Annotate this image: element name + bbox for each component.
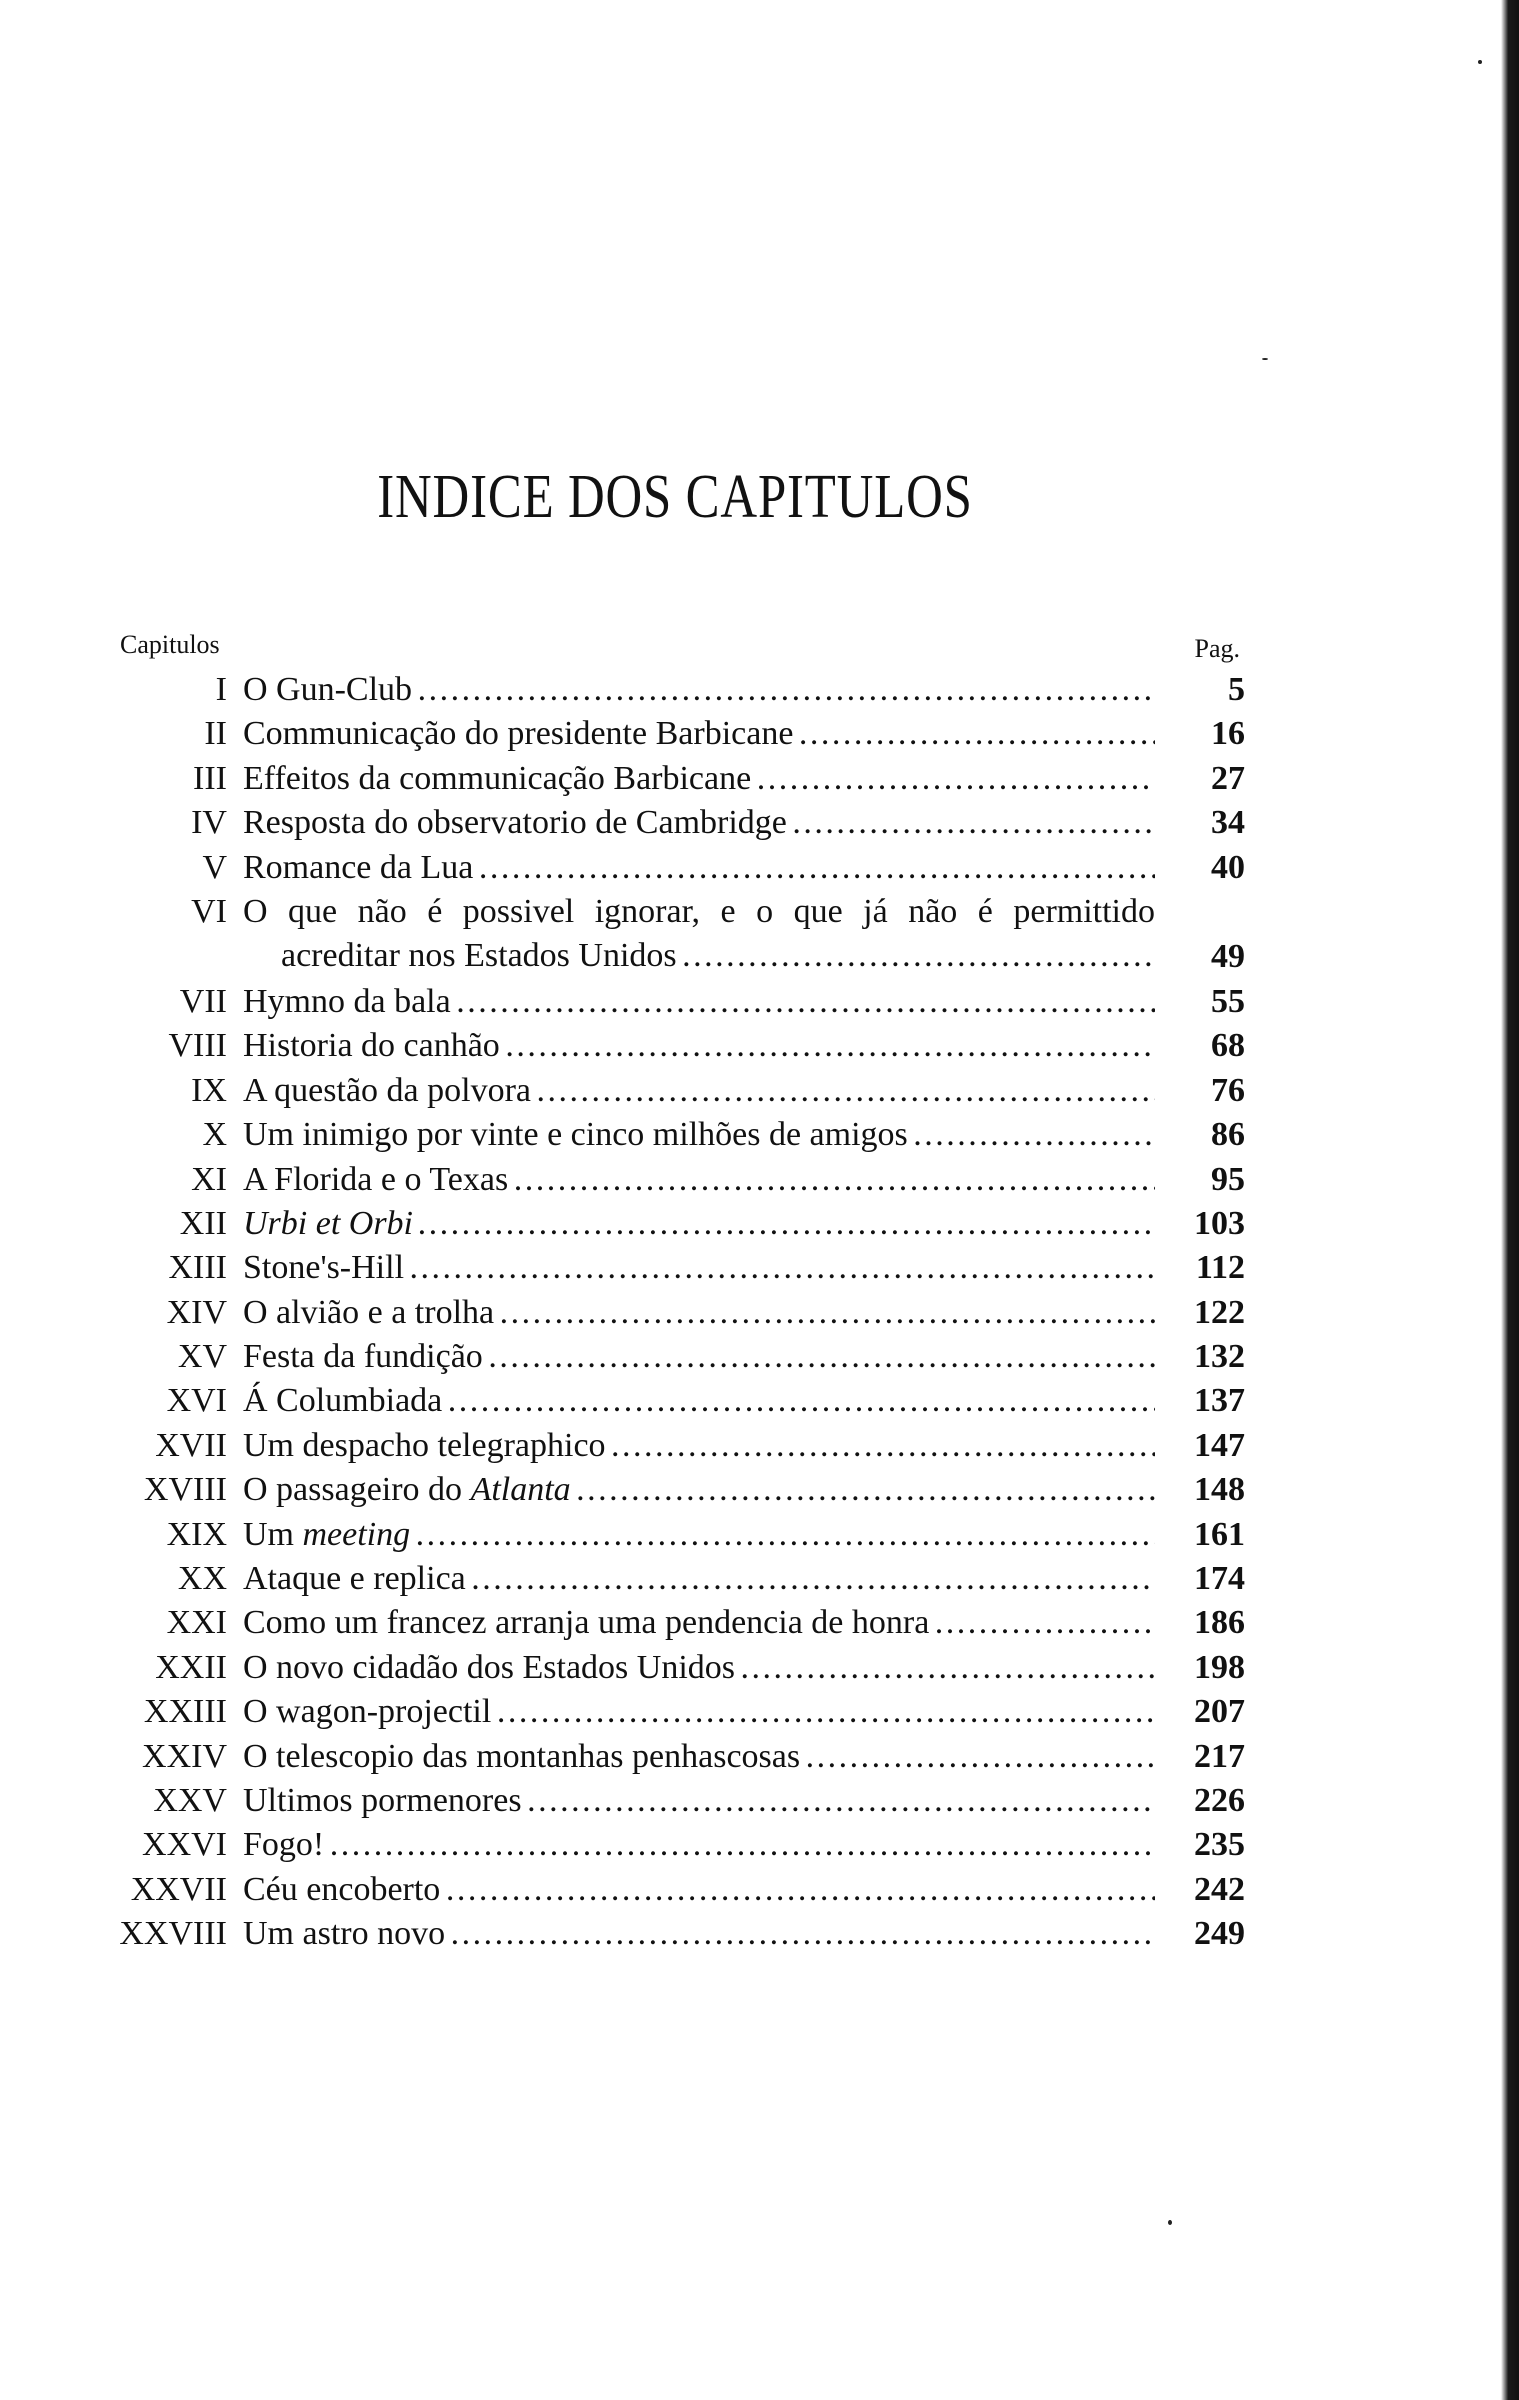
chapter-number: XXII [155,1648,227,1686]
page-number: 95 [1211,1160,1245,1198]
page-number: 5 [1228,671,1245,708]
page-number: 27 [1211,759,1245,797]
chapter-title: A Florida e o Texas . . . [243,1158,1155,1202]
toc-row [85,1868,1245,1912]
toc-row [85,1601,1245,1645]
chapter-title: Festa da fundição . . . [243,1335,1155,1379]
chapter-number: XXVIII [119,1915,227,1953]
toc-row [85,1158,1245,1202]
toc-row [85,1069,1245,1113]
chapter-title: Um astro novo . . . [243,1912,1155,1956]
page-number: 161 [1194,1515,1245,1553]
chapter-title: Um inimigo por vinte e cinco milhões de amigos . . . [243,1113,1155,1157]
toc-row [85,846,1245,890]
page-number: 198 [1194,1648,1245,1686]
page-title: INDICE DOS CAPITULOS [377,463,973,531]
chapter-title: Um despacho telegraphico . . . [243,1424,1155,1468]
chapter-number: X [202,1116,227,1154]
chapter-number: XI [191,1160,227,1198]
chapter-number: VI [191,892,227,930]
page-number: 217 [1194,1737,1245,1775]
chapter-title-text: O passageiro do [243,1471,471,1509]
chapter-title: O Gun-Club . . . [243,668,1155,712]
chapter-number: III [193,759,227,797]
page-number: 174 [1194,1560,1245,1598]
chapter-title [243,1513,1155,1557]
chapter-number: XXI [166,1604,227,1642]
chapter-title: Como um francez arranja uma pendencia de honra . . . [243,1601,1155,1645]
page-number: 148 [1194,1471,1245,1509]
page-number: 40 [1211,848,1245,886]
chapter-number: XXIV [142,1737,227,1775]
chapter-number: XXVI [142,1826,227,1864]
page-number: 132 [1194,1338,1245,1376]
print-speck [1262,358,1268,360]
chapter-title [243,1468,1155,1512]
toc-row [85,1113,1245,1157]
chapter-title: Hymno da bala . . . [243,980,1155,1024]
chapter-number: VIII [168,1027,227,1065]
toc-row [85,668,1245,712]
page-number: 242 [1194,1870,1245,1908]
chapter-title: Fogo! . . . [243,1823,1155,1867]
chapter-title: Ultimos pormenores . . . [243,1779,1155,1823]
page-number: 55 [1211,982,1245,1020]
chapter-title-italic: Atlanta [470,1471,571,1509]
page-number: 112 [1195,1249,1245,1287]
chapter-title: Stone's-Hill . . . [243,1246,1155,1290]
toc-row [85,1735,1245,1779]
page-number: 249 [1194,1915,1245,1953]
page-edge-shadow [1501,0,1519,2400]
toc-row [85,801,1245,845]
page-number: 235 [1194,1826,1245,1864]
chapter-title: Romance da Lua . . . [243,846,1155,890]
toc-row [85,712,1245,756]
chapter-title: Effeitos da communicação Barbicane . . . [243,757,1155,801]
chapter-number: XIX [166,1515,227,1553]
toc-row [85,757,1245,801]
page-number: 122 [1194,1293,1245,1331]
chapter-title: O wagon-projectil . . . [243,1690,1155,1734]
toc-row [85,1912,1245,1956]
chapter-number: XXVII [130,1870,227,1908]
column-headers [120,630,1240,664]
column-header-chapters: Capitulos [120,630,220,659]
chapter-title: O novo cidadão dos Estados Unidos . . . [243,1646,1155,1690]
toc-row [85,890,1245,980]
chapter-number: XV [177,1338,227,1376]
page-number: 103 [1194,1204,1245,1242]
print-speck [1478,60,1482,64]
page-number: 137 [1194,1382,1245,1420]
chapter-number: XX [177,1560,227,1598]
toc-row [85,1823,1245,1867]
chapter-title: Historia do canhão . . . [243,1024,1155,1068]
toc-row [85,1024,1245,1068]
chapter-number: XIV [166,1293,227,1331]
toc-row [85,1468,1245,1512]
chapter-title: A questão da polvora . . . [243,1069,1155,1113]
toc-row [85,1335,1245,1379]
chapter-title: Ataque e replica . . . [243,1557,1155,1601]
toc-row [85,1246,1245,1290]
chapter-number: IX [191,1071,227,1109]
chapter-number: XVIII [143,1471,227,1509]
chapter-title-text: Um [243,1515,303,1553]
chapter-number: XIII [168,1249,227,1287]
toc-row [85,980,1245,1024]
toc-row [85,1424,1245,1468]
chapter-number: XXV [153,1781,227,1819]
page-number: 76 [1211,1071,1245,1109]
table-of-contents [85,668,1245,1957]
toc-row [85,1513,1245,1557]
chapter-number: XII [179,1204,227,1242]
chapter-title: O telescopio das montanhas penhascosas . . . [243,1735,1155,1779]
page-number: 207 [1194,1693,1245,1731]
chapter-number: I [215,671,227,708]
chapter-number: XVI [166,1382,227,1420]
page-number: 49 [1211,937,1245,975]
chapter-title-line-1: O que não é possivel ignorar, e o que já não é permittido [243,892,1155,930]
page-number: 186 [1194,1604,1245,1642]
toc-row [85,1379,1245,1423]
page-number: 226 [1194,1781,1245,1819]
toc-row [85,1646,1245,1690]
page-number: 147 [1194,1426,1245,1464]
chapter-title-italic: meeting [302,1515,411,1553]
page-number: 34 [1211,804,1245,842]
column-header-page: Pag. [1194,634,1240,663]
chapter-title: Communicação do presidente Barbicane . . . [243,712,1155,756]
toc-row [85,1690,1245,1734]
chapter-number: VII [179,982,227,1020]
page-number: 68 [1211,1027,1245,1065]
chapter-title-line-2: acreditar nos Estados Unidos . . . [243,934,1155,978]
chapter-title: Á Columbiada . . . [243,1379,1155,1423]
chapter-title: Urbi et Orbi . . . [243,1202,1155,1246]
toc-row [85,1557,1245,1601]
chapter-number: XVII [155,1426,227,1464]
chapter-number: II [204,715,227,753]
chapter-title: Céu encoberto . . . [243,1868,1155,1912]
chapter-number: IV [191,804,227,842]
print-speck [1168,2220,1172,2225]
toc-row [85,1291,1245,1335]
chapter-title: Resposta do observatorio de Cambridge . . . [243,801,1155,845]
toc-row [85,1779,1245,1823]
page-number: 86 [1211,1116,1245,1154]
toc-row [85,1202,1245,1246]
chapter-number: V [202,848,227,886]
page-number: 16 [1211,715,1245,753]
chapter-number: XXIII [143,1693,227,1731]
chapter-title: O alvião e a trolha . . . [243,1291,1155,1335]
